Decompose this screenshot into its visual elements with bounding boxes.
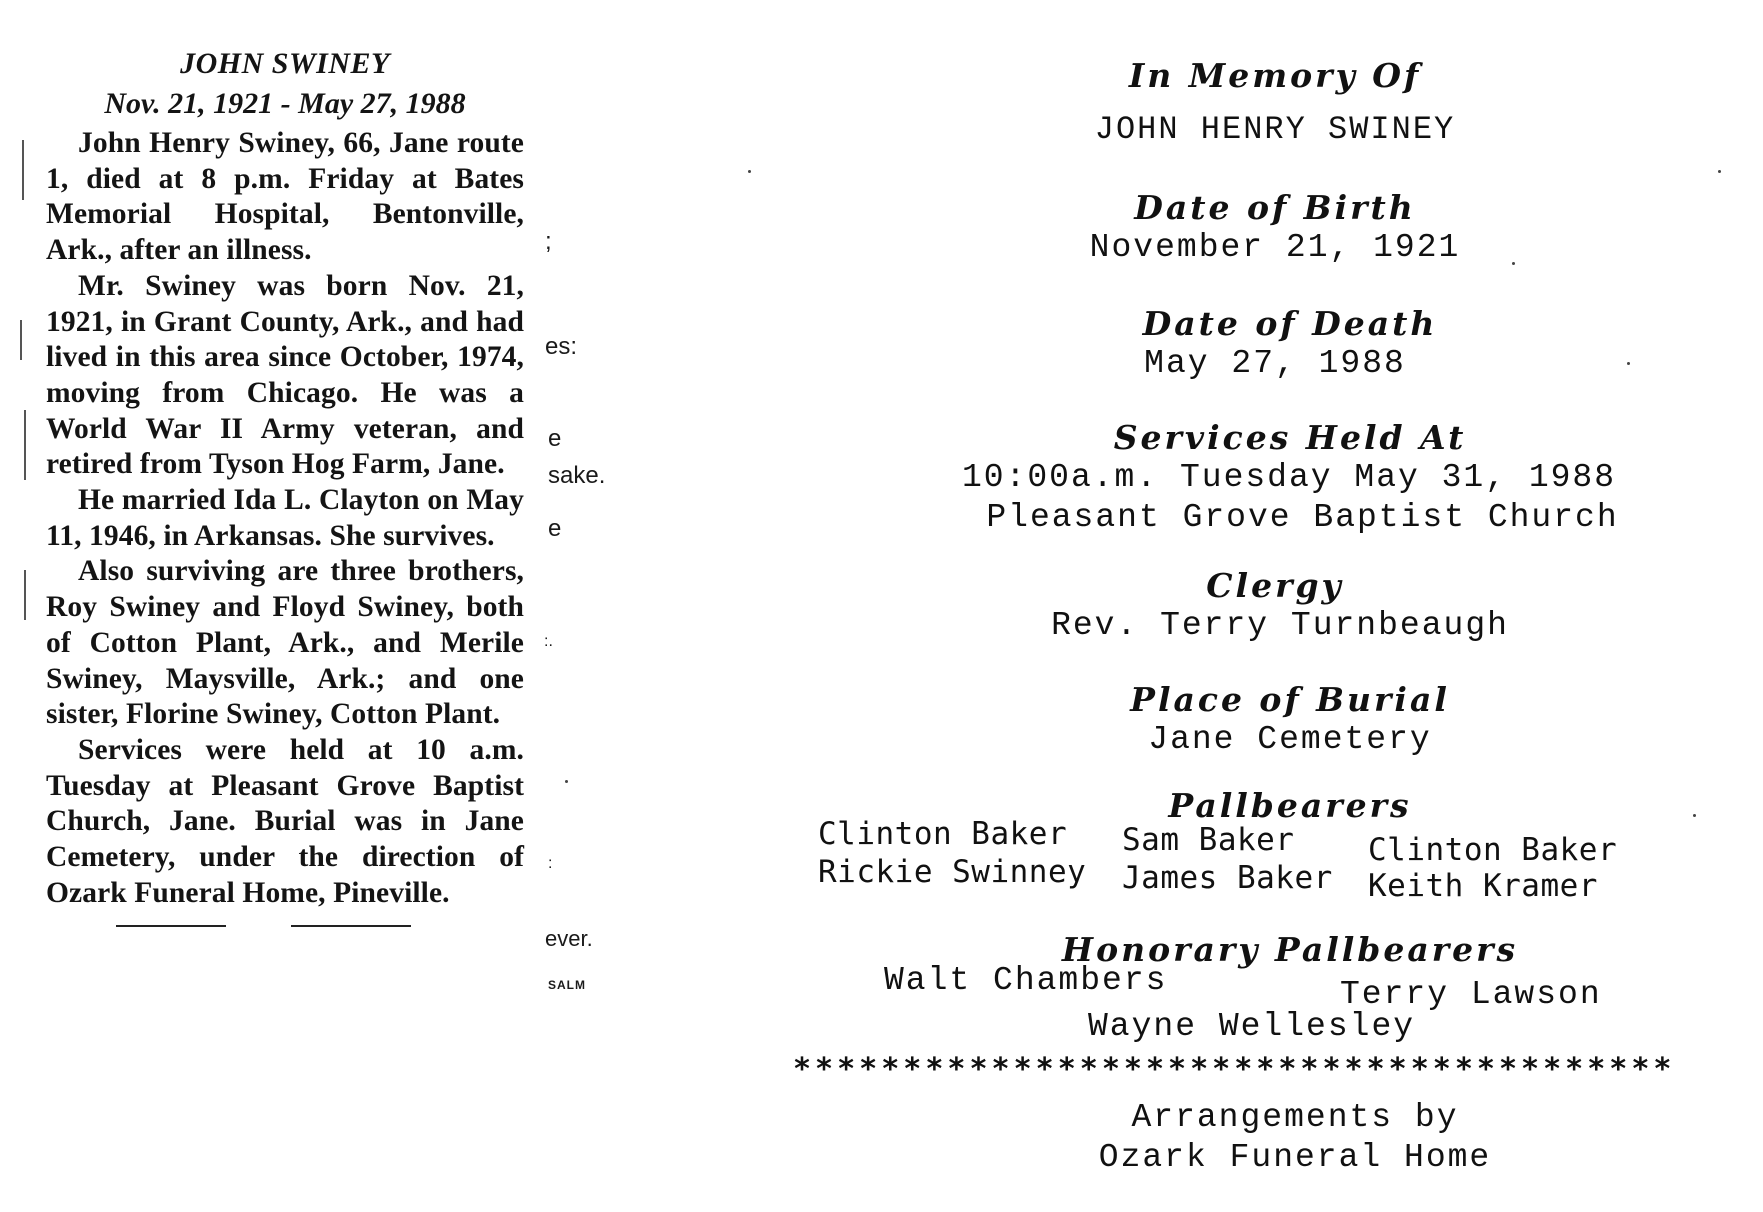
scan-speck (1512, 262, 1515, 265)
birth-section (800, 188, 1750, 268)
pallbearers-heading: Pallbearers (1168, 786, 1412, 825)
column-fragment: sake. (548, 462, 606, 489)
scan-speck (1693, 814, 1696, 817)
services-heading: Services Held At (1113, 418, 1467, 457)
column-fragment: SALM (548, 978, 586, 992)
clipping-edge-mark (24, 410, 26, 480)
honorary-name: Terry Lawson (1340, 976, 1602, 1013)
pallbearer-name: Keith Kramer (1368, 868, 1598, 904)
full-name: JOHN HENRY SWINEY (1094, 111, 1456, 148)
pallbearers-list (818, 816, 1067, 853)
clipping-edge-mark (20, 320, 22, 360)
death-section (800, 304, 1750, 384)
burial-place: Jane Cemetery (1148, 721, 1432, 758)
burial-heading: Place of Burial (1130, 680, 1450, 719)
column-fragment: e (548, 425, 562, 452)
obituary-clipping (46, 44, 524, 941)
pallbearer-name: Clinton Baker (1368, 832, 1618, 868)
pallbearers-list (1368, 832, 1617, 869)
obituary-dates: Nov. 21, 1921 - May 27, 1988 (104, 87, 466, 120)
arrangements-section (800, 1098, 1750, 1178)
scan-speck (748, 170, 751, 173)
services-time: 10:00a.m. Tuesday May 31, 1988 (961, 459, 1617, 496)
services-section (800, 418, 1750, 538)
obituary-paragraph: Services were held at 10 a.m. Tuesday at Pleasant Grove Baptist Church, Jane. Burial was in Jane Cemetery, under the direction of Ozark Funeral Home, Pineville. (46, 733, 524, 909)
obituary-name: JOHN SWINEY (180, 47, 390, 80)
pallbearers-list (1122, 822, 1294, 859)
birth-date: November 21, 1921 (1089, 229, 1461, 266)
clergy-section (800, 566, 1750, 646)
birth-heading: Date of Birth (1134, 188, 1416, 227)
in-memory-heading: In Memory Of (1128, 56, 1422, 95)
obituary-paragraph: Also surviving are three brothers, Roy Swiney and Floyd Swiney, both of Cotton Plant, Ark., and Merile Swiney, Maysville, Ark.; and one sister, Florine Swiney, Cotton Plant. (46, 555, 524, 731)
obituary-paragraph: He married Ida L. Clayton on May 11, 1946, in Arkansas. She survives. (46, 484, 524, 552)
scan-speck (1718, 170, 1721, 173)
in-memory-section (800, 56, 1750, 96)
pallbearer-name: Rickie Swinney (818, 854, 1087, 890)
column-fragment: : (548, 855, 553, 872)
asterisk-divider: **************************************** (793, 1052, 1676, 1087)
obituary-paragraph: John Henry Swiney, 66, Jane route 1, died at 8 p.m. Friday at Bates Memorial Hospital, Bentonville, Ark., after an illness. (46, 127, 524, 267)
clipping-edge-mark (22, 140, 24, 200)
honorary-name: Wayne Wellesley (1088, 1008, 1416, 1045)
pallbearers-list (1122, 860, 1333, 897)
funeral-home: Ozark Funeral Home (1098, 1139, 1492, 1176)
honorary-pallbearer (884, 962, 1167, 999)
pallbearer-name: Clinton Baker (818, 816, 1068, 852)
services-place: Pleasant Grove Baptist Church (986, 499, 1619, 536)
obituary-end-rules (46, 911, 524, 941)
clergy-heading: Clergy (1206, 566, 1344, 605)
clergy-name: Rev. Terry Turnbeaugh (1051, 607, 1509, 644)
column-fragment: e (548, 515, 562, 542)
obituary-paragraph: Mr. Swiney was born Nov. 21, 1921, in Grant County, Ark., and had lived in this area since October, 1974, moving from Chicago. He was a World War II Army veteran, and retired from Tyson Hog Farm, Jane. (46, 269, 524, 481)
pallbearers-list (818, 854, 1086, 891)
pallbearer-name: Sam Baker (1122, 822, 1295, 858)
scan-speck (565, 780, 568, 783)
scan-speck (1627, 362, 1630, 365)
end-rule (116, 925, 226, 927)
pallbearers-list (1368, 868, 1598, 905)
death-heading: Date of Death (1142, 304, 1438, 343)
column-fragment: es: (545, 333, 578, 360)
death-date: May 27, 1988 (1144, 345, 1406, 382)
name-section (800, 110, 1750, 150)
column-fragment: ever. (545, 926, 593, 951)
pallbearer-name: James Baker (1122, 860, 1333, 896)
column-fragment: :. (544, 633, 553, 650)
clipping-edge-mark (24, 570, 26, 620)
honorary-name: Walt Chambers (884, 962, 1168, 999)
column-fragment: ; (545, 228, 552, 255)
end-rule (291, 925, 411, 927)
honorary-pallbearer (1088, 1008, 1415, 1045)
honorary-heading: Honorary Pallbearers (1061, 930, 1519, 969)
burial-section (800, 680, 1750, 760)
arrangements-label: Arrangements by (1131, 1099, 1459, 1136)
